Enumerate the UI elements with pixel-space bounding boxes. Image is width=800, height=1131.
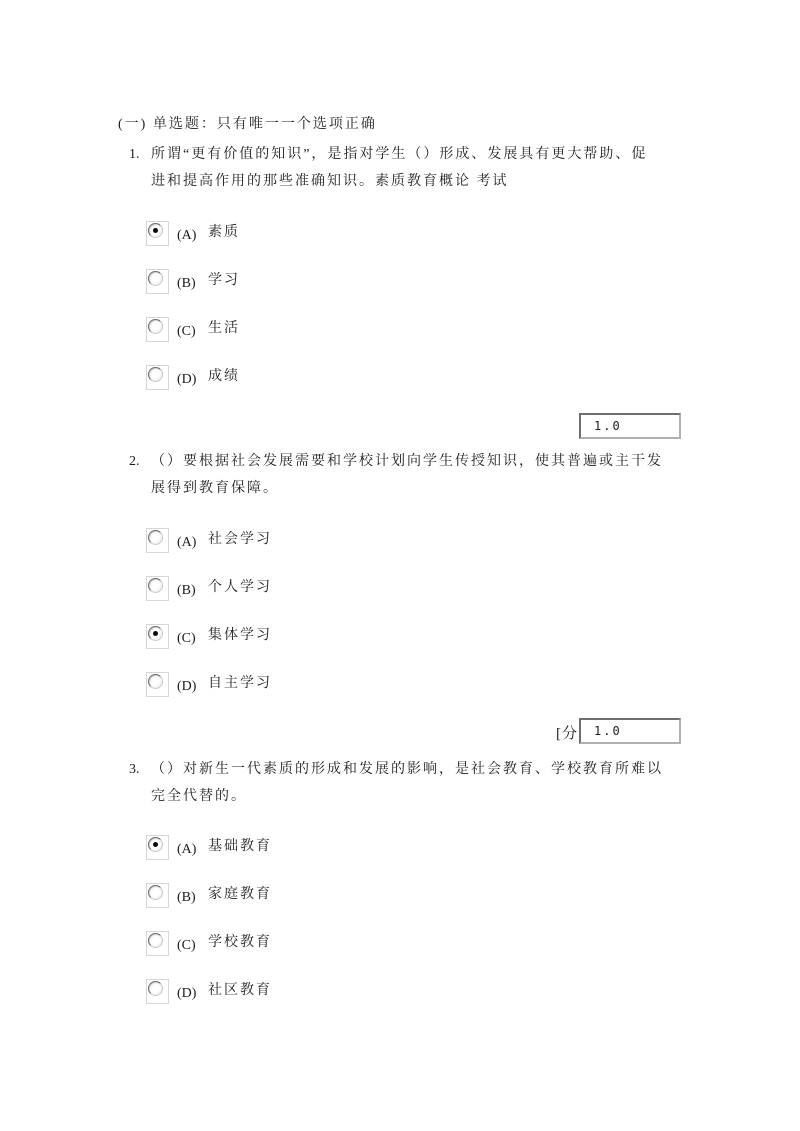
radio-cell (146, 317, 169, 342)
option-label: 基础教育 (208, 839, 272, 854)
score-input[interactable] (579, 718, 681, 744)
question-text-line: （）要根据社会发展需要和学校计划向学生传授知识，使其普遍或主干发 (151, 454, 663, 469)
radio-cell (146, 624, 169, 649)
option-row[interactable] (146, 624, 406, 652)
option-key: (C) (177, 631, 196, 646)
radio-cell (146, 221, 169, 246)
option-row[interactable] (146, 365, 406, 393)
option-row[interactable] (146, 931, 406, 959)
radio-cell (146, 576, 169, 601)
option-label: 学校教育 (208, 935, 272, 950)
option-key: (A) (177, 228, 197, 243)
section-title: (一) 单选题：只有唯一一个选项正确 (118, 117, 377, 132)
question-text-line: 展得到教育保障。 (151, 481, 279, 496)
question-number: 1. (129, 147, 140, 162)
radio-cell (146, 979, 169, 1004)
option-row[interactable] (146, 317, 406, 345)
question-number: 3. (129, 762, 140, 777)
radio-icon[interactable] (148, 271, 163, 286)
radio-cell (146, 528, 169, 553)
radio-dot-icon (153, 228, 158, 233)
option-row[interactable] (146, 221, 406, 249)
radio-icon[interactable] (148, 530, 163, 545)
option-key: (B) (177, 890, 196, 905)
question-text-line: 所谓“更有价值的知识”，是指对学生（）形成、发展具有更大帮助、促 (151, 147, 648, 162)
option-row[interactable] (146, 672, 406, 700)
option-key: (C) (177, 938, 196, 953)
option-row[interactable] (146, 528, 406, 556)
option-row[interactable] (146, 269, 406, 297)
radio-icon[interactable] (148, 674, 163, 689)
question-text-line: （）对新生一代素质的形成和发展的影响，是社会教育、学校教育所难以 (151, 762, 663, 777)
radio-icon[interactable] (148, 885, 163, 900)
option-label: 素质 (208, 225, 240, 240)
option-row[interactable] (146, 835, 406, 863)
score-prefix-label: [分 (556, 726, 578, 742)
option-label: 成绩 (208, 369, 240, 384)
option-key: (A) (177, 842, 197, 857)
option-key: (B) (177, 276, 196, 291)
option-label: 生活 (208, 321, 240, 336)
radio-icon[interactable] (148, 981, 163, 996)
radio-icon[interactable] (148, 837, 163, 852)
option-label: 家庭教育 (208, 887, 272, 902)
option-key: (A) (177, 535, 197, 550)
option-key: (D) (177, 986, 197, 1001)
option-key: (C) (177, 324, 196, 339)
radio-icon[interactable] (148, 367, 163, 382)
radio-icon[interactable] (148, 223, 163, 238)
radio-icon[interactable] (148, 626, 163, 641)
score-input[interactable] (579, 413, 681, 439)
option-row[interactable] (146, 883, 406, 911)
radio-icon[interactable] (148, 933, 163, 948)
option-label: 集体学习 (208, 628, 272, 643)
option-label: 社会学习 (208, 532, 272, 547)
radio-icon[interactable] (148, 578, 163, 593)
option-row[interactable] (146, 979, 406, 1007)
radio-icon[interactable] (148, 319, 163, 334)
radio-dot-icon (153, 842, 158, 847)
option-label: 自主学习 (208, 676, 272, 691)
option-key: (B) (177, 583, 196, 598)
radio-cell (146, 931, 169, 956)
radio-cell (146, 365, 169, 390)
radio-cell (146, 883, 169, 908)
question-number: 2. (129, 454, 140, 469)
option-label: 学习 (208, 273, 240, 288)
option-row[interactable] (146, 576, 406, 604)
radio-cell (146, 672, 169, 697)
radio-cell (146, 269, 169, 294)
question-text-line: 进和提高作用的那些准确知识。素质教育概论 考试 (151, 174, 509, 189)
radio-dot-icon (153, 631, 158, 636)
option-label: 个人学习 (208, 580, 272, 595)
radio-cell (146, 835, 169, 860)
option-label: 社区教育 (208, 983, 272, 998)
option-key: (D) (177, 679, 197, 694)
question-text-line: 完全代替的。 (151, 789, 247, 804)
option-key: (D) (177, 372, 197, 387)
